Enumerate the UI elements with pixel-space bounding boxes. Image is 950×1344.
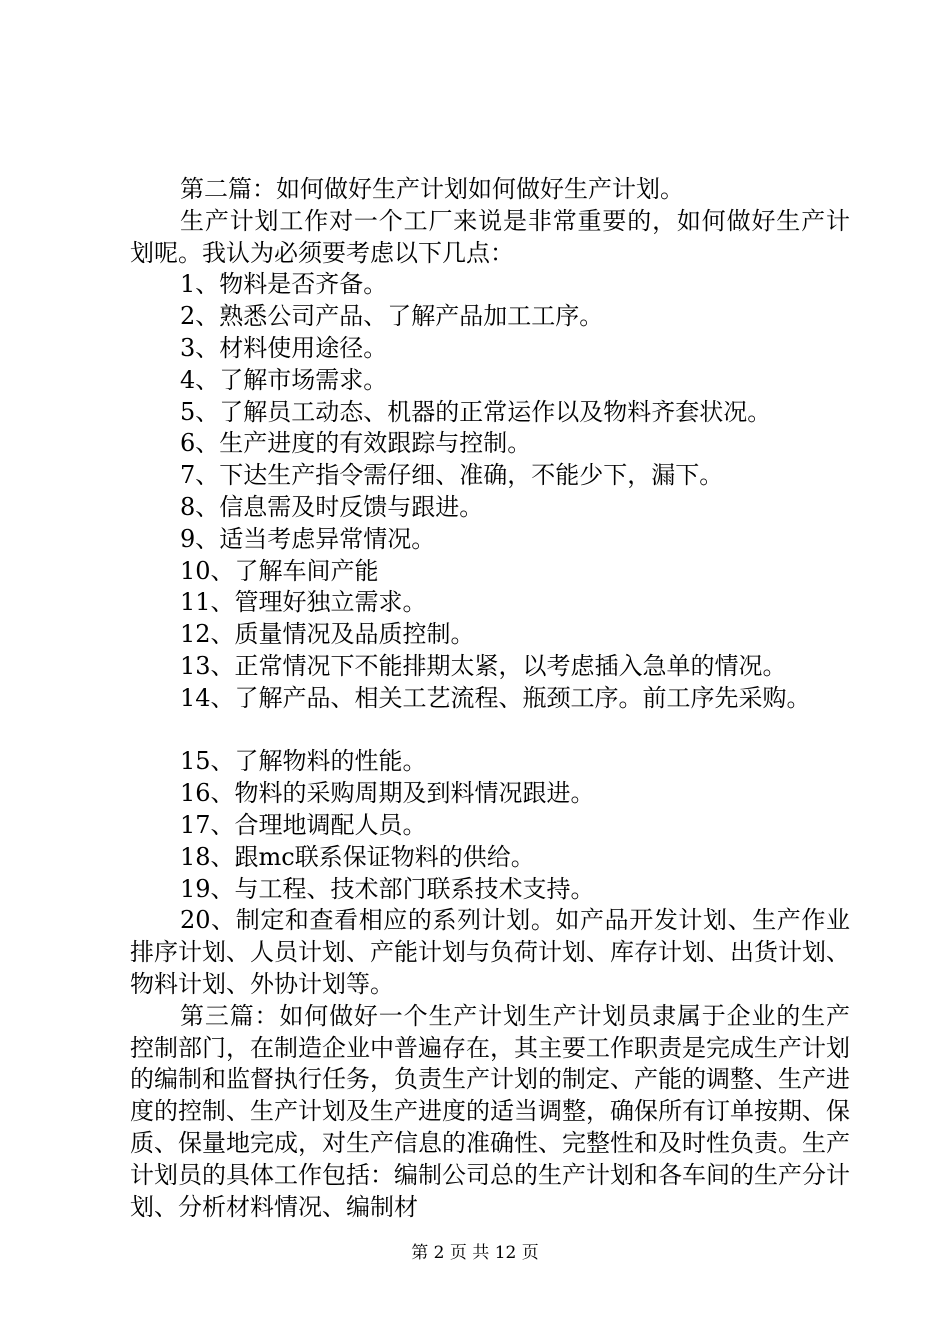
list-item: 4、了解市场需求。 xyxy=(180,365,388,394)
list-item: 6、生产进度的有效跟踪与控制。 xyxy=(180,429,532,458)
list-item: 10、了解车间产能 xyxy=(180,556,379,585)
list-item-20: 20、制定和查看相应的系列计划。如产品开发计划、生产作业排序计划、人员计划、产能计划与负荷计划、库存计划、出货计划、物料计划、外协计划等。 xyxy=(130,906,850,998)
document-body xyxy=(130,174,850,1223)
list-item: 17、合理地调配人员。 xyxy=(180,810,427,839)
section3-paragraph: 第三篇：如何做好一个生产计划生产计划员隶属于企业的生产控制部门，在制造企业中普遍存在，其主要工作职责是完成生产计划的编制和监督执行任务，负责生产计划的制定、产能的调整、生产进度的控制、生产计划及生产进度的适当调整，确保所有订单按期、保质、保量地完成，对生产信息的准确性、完整性和及时性负责。生产计划员的具体工作包括：编制公司总的生产计划和各车间的生产分计划、分析材料情况、编制材 xyxy=(130,1001,850,1221)
list-item: 1、物料是否齐备。 xyxy=(180,270,388,299)
paragraph-gap xyxy=(130,715,850,747)
section2-intro: 生产计划工作对一个工厂来说是非常重要的，如何做好生产计划呢。我认为必须要考虑以下几点： xyxy=(130,206,850,267)
list-item: 9、适当考虑异常情况。 xyxy=(180,524,436,553)
list-item: 15、了解物料的性能。 xyxy=(180,747,427,776)
section2-title: 第二篇：如何做好生产计划如何做好生产计划。 xyxy=(180,175,684,203)
list-item: 12、质量情况及品质控制。 xyxy=(180,620,475,649)
list-item: 18、跟mc联系保证物料的供给。 xyxy=(180,842,535,871)
list-item: 3、材料使用途径。 xyxy=(180,333,388,362)
list-item: 11、管理好独立需求。 xyxy=(180,588,427,617)
list-item: 7、下达生产指令需仔细、准确，不能少下，漏下。 xyxy=(180,461,724,490)
list-item: 19、与工程、技术部门联系技术支持。 xyxy=(180,874,595,903)
list-item: 14、了解产品、相关工艺流程、瓶颈工序。前工序先采购。 xyxy=(180,683,811,712)
list-item: 8、信息需及时反馈与跟进。 xyxy=(180,492,484,521)
list-item: 5、了解员工动态、机器的正常运作以及物料齐套状况。 xyxy=(180,397,772,426)
list-item: 13、正常情况下不能排期太紧，以考虑插入急单的情况。 xyxy=(180,651,787,680)
list-item: 16、物料的采购周期及到料情况跟进。 xyxy=(180,779,595,808)
list-item: 2、熟悉公司产品、了解产品加工工序。 xyxy=(180,302,604,331)
page-footer: 第 2 页 共 12 页 xyxy=(411,1243,539,1263)
